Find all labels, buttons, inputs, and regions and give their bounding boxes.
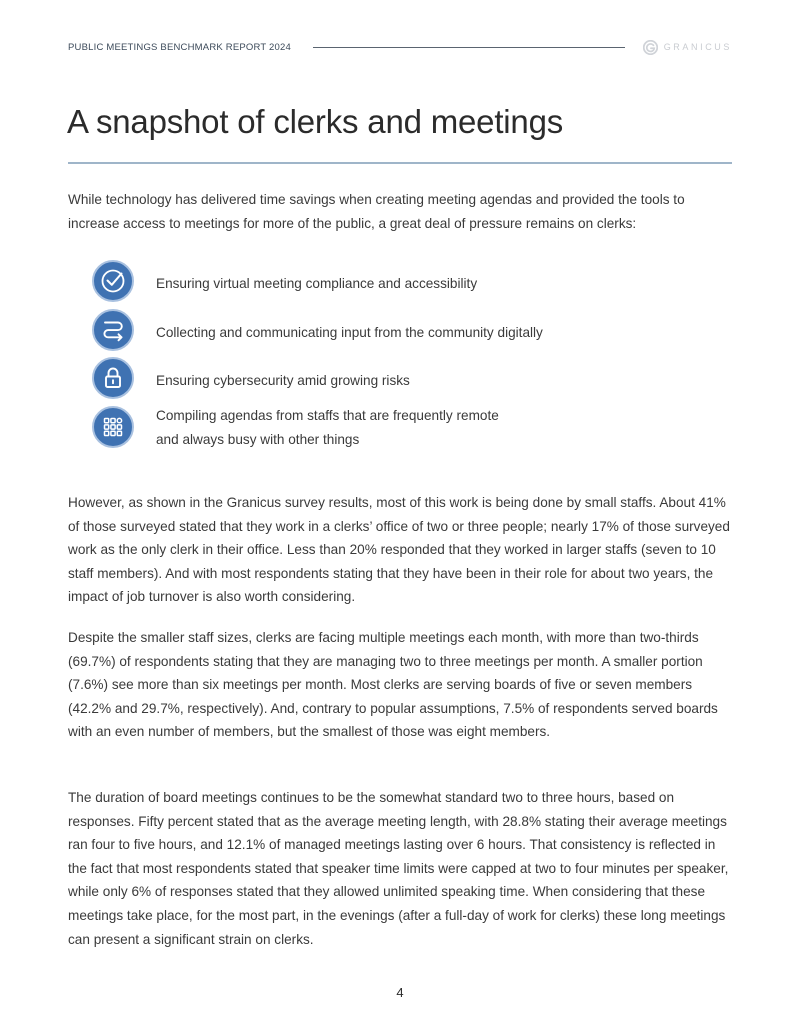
intro-paragraph: While technology has delivered time savings when creating meeting agendas and provided the tools to increase access to meetings for more of the public, a great deal of pressure remains on clerks: bbox=[68, 192, 685, 231]
granicus-logo bbox=[643, 40, 732, 55]
header-divider bbox=[313, 47, 625, 48]
list-item-text: Ensuring virtual meeting compliance and accessibility bbox=[156, 276, 478, 291]
body-paragraph: However, as shown in the Granicus survey results, most of this work is being done by small staffs. About 41% of those surveyed stated that they work in a clerks’ office of two or three people; nearly 17% of those surveyed work as the only clerk in their office. Less than 20% responded that they worked in larger staffs (seven to 10 staff members). And with most respondents stating that they have been in their role for about two years, the impact of job turnover is also worth considering. bbox=[68, 495, 730, 605]
lock-icon bbox=[92, 357, 134, 399]
checkmark-circle-icon bbox=[92, 260, 134, 302]
apps-grid-icon bbox=[92, 406, 134, 448]
list-item-text: Ensuring cybersecurity amid growing risks bbox=[156, 373, 410, 388]
list-item-text: and always busy with other things bbox=[156, 431, 360, 447]
page-header bbox=[68, 39, 732, 55]
list-item bbox=[92, 260, 692, 304]
granicus-logo-icon bbox=[643, 40, 658, 55]
page-title: A snapshot of clerks and meetings bbox=[67, 103, 564, 140]
list-item bbox=[92, 406, 692, 450]
page-number: 4 bbox=[396, 985, 404, 1000]
route-icon bbox=[92, 309, 134, 351]
report-title: PUBLIC MEETINGS BENCHMARK REPORT 2024 bbox=[68, 41, 291, 53]
list-item-text: Collecting and communicating input from the community digitally bbox=[156, 325, 543, 340]
list-item bbox=[92, 309, 692, 353]
body-paragraph: The duration of board meetings continues to be the somewhat standard two to three hours, based on responses. Fifty percent stated that as the average meeting length, with 28.8% stating their average meetings ran four to five hours, and 12.1% of managed meetings lasting over 6 hours. That consistency is reflected in the fact that most respondents stated that speaker time limits were capped at two to four minutes per speaker, while only 6% of responses stated that they allowed unlimited speaking time. When considering that these meetings take place, for the most part, in the evenings (after a full-day of work for clerks) these long meetings can present a significant strain on clerks. bbox=[68, 790, 729, 947]
logo-text: GRANICUS bbox=[663, 42, 732, 52]
title-divider bbox=[68, 162, 732, 164]
list-item bbox=[92, 357, 692, 401]
body-paragraph: Despite the smaller staff sizes, clerks are facing multiple meetings each month, with more than two-thirds (69.7%) of respondents stating that they are managing two to three meetings per month. A smaller portion (7.6%) see more than six meetings per month. Most clerks are serving boards of five or seven members (42.2% and 29.7%, respectively). And, contrary to popular assumptions, 7.5% of respondents served boards with an even number of members, but the smallest of those was eight members. bbox=[68, 630, 718, 740]
list-item-text: Compiling agendas from staffs that are frequently remote bbox=[156, 408, 499, 423]
